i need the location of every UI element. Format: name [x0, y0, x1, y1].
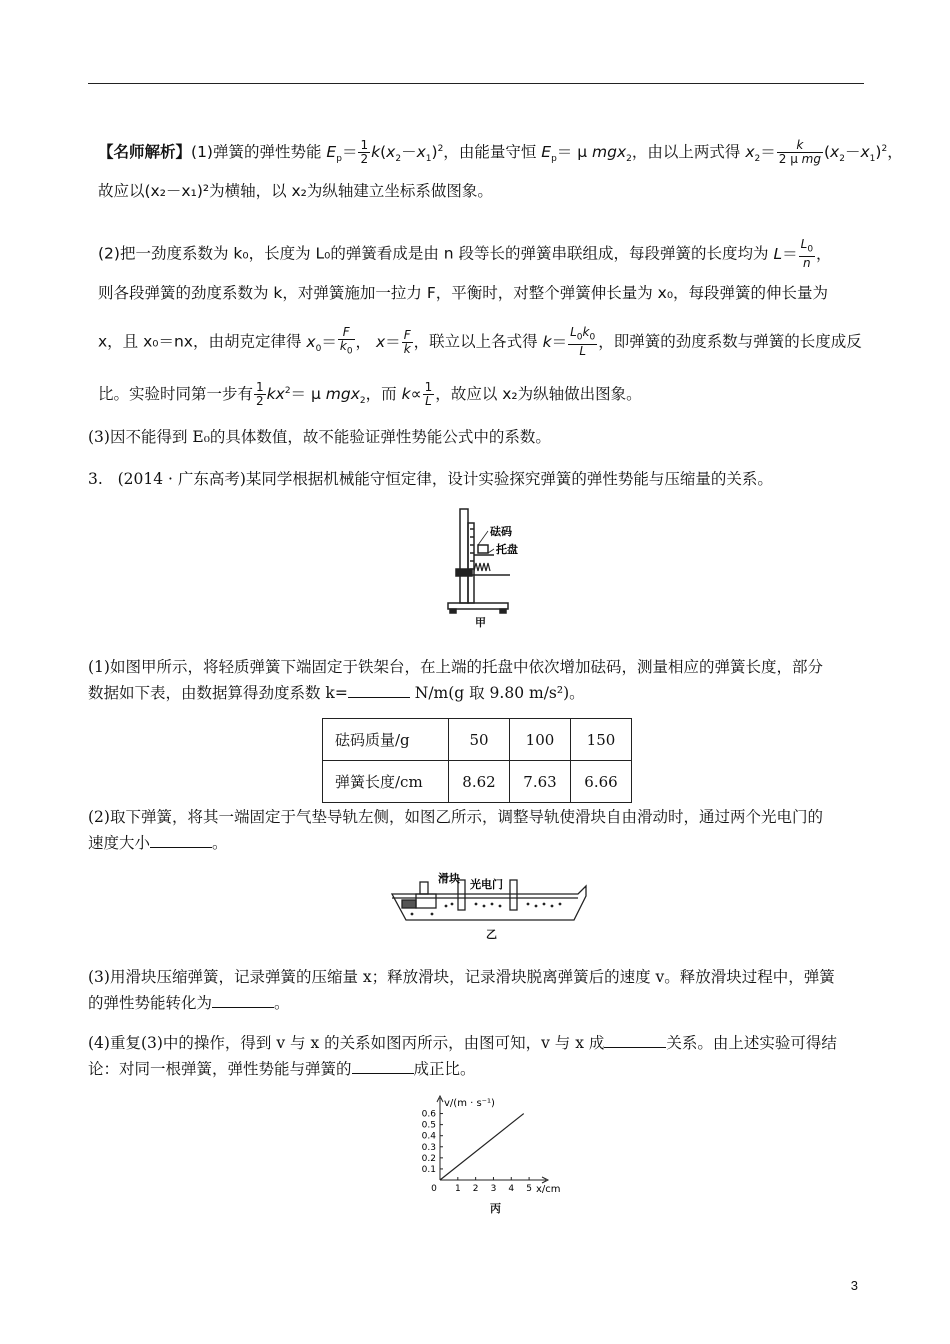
table-row — [323, 719, 632, 761]
formula-L: L＝ $\frac{L_0}{n}$ ， — [773, 237, 832, 271]
analysis-line-4: 则各段弹簧的劲度系数为 k，对弹簧施加一拉力 F，平衡时，对整个弹簧伸长量为 x₀，每段弹簧的伸长量为 — [98, 284, 829, 302]
page-number: 3 — [850, 1278, 858, 1293]
analysis-line-6: 比。实验时同第一步有 $\frac{1}{2}$ $kx^2= \mu$ mgx$_2$，而 k∝ $\frac{1}{L}$ ，故应以 x₂为纵轴做出图象。 — [98, 380, 642, 409]
caption-yi: 乙 — [486, 928, 497, 941]
blank-k[interactable] — [348, 683, 410, 698]
chart-x-tick-label: 0 — [431, 1184, 437, 1194]
q2-line-1: (2)取下弹簧，将其一端固定于气垫导轨左侧，如图乙所示，调整导轨使滑块自由滑动时，通过两个光电门的 — [88, 808, 823, 826]
table-cell: 砝码质量/g — [323, 719, 449, 761]
chart-x-tick-label: 3 — [490, 1184, 497, 1194]
table-cell: 50 — [449, 719, 510, 761]
formula-energy-2: $\frac{1}{2}$ $kx^2= \mu$ mgx$_2$， — [256, 380, 382, 409]
q1-line-2: 数据如下表，由数据算得劲度系数 k= N/m(g 取 9.80 m/s²)。 — [88, 684, 585, 702]
chart-y-tick-label: 0.6 — [421, 1109, 436, 1120]
formula-energy: $E_p= \mu$ mgx$_2$， — [541, 143, 648, 165]
chart-y-tick-label: 0.1 — [421, 1164, 436, 1175]
chart-x-tick-label: 2 — [472, 1184, 479, 1194]
chart-x-tick-label: 4 — [508, 1184, 515, 1194]
table-cell: 150 — [571, 719, 632, 761]
formula-hooke: $x_0=$ $\frac{F}{k_0}$ ， x＝ $\frac{F}{k}$ ， — [306, 325, 430, 357]
chart-y-tick-label: 0.3 — [421, 1142, 436, 1153]
q3-line-1: (3)用滑块压缩弹簧，记录弹簧的压缩量 x；释放滑块，记录滑块脱离弹簧后的速度 v。释放滑块过程中，弹簧 — [88, 968, 835, 986]
q2-line-2: 速度大小 。 — [88, 834, 228, 852]
figure-jia — [430, 505, 550, 625]
blank-quantity[interactable] — [352, 1059, 414, 1074]
caption-bing: 丙 — [490, 1202, 501, 1215]
chart-xlabel: x/cm — [536, 1184, 561, 1195]
analysis-line-2: 故应以(x₂－x₁)²为横轴，以 x₂为纵轴建立坐标系做图象。 — [98, 182, 493, 200]
chart-series-line — [440, 1114, 524, 1180]
blank-speed[interactable] — [150, 833, 212, 848]
chart-y-tick-label: 0.2 — [421, 1153, 436, 1164]
figure-yi — [388, 872, 598, 930]
chart-x-tick-label: 5 — [526, 1184, 532, 1194]
figure-bing-chart — [410, 1094, 580, 1200]
analysis-line-1: 【名师解析】(1)弹簧的弹性势能 $E_p=$ $\frac{1}{2}$ $k(x_2-x_1)^2$，由能量守恒 $E_p= \mu$ mgx$_2$，由以上两式得 $x_2=$ $\frac{k}{\text{2 μ mg}}$ $(x_2-x_1)^2$， — [98, 138, 903, 167]
question-stem: 3. (2014 · 广东高考)某同学根据机械能守恒定律，设计实验探究弹簧的弹性势能与压缩量的关系。 — [88, 470, 773, 488]
blank-energy[interactable] — [212, 993, 274, 1008]
table-cell: 8.62 — [449, 761, 510, 803]
analysis-line-3: (2)把一劲度系数为 k₀，长度为 L₀的弹簧看成是由 n 段等长的弹簧串联组成，每段弹簧的长度均为 L＝ $\frac{L_0}{n}$ ， — [98, 237, 832, 271]
caption-jia: 甲 — [475, 616, 486, 629]
q3-line-2: 的弹性势能转化为 。 — [88, 994, 290, 1012]
chart-y-tick-label: 0.5 — [421, 1120, 436, 1131]
q4-line-1: (4)重复(3)中的操作，得到 v 与 x 的关系如图丙所示，由图可知，v 与 x 成 关系。由上述实验可得结 — [88, 1034, 837, 1052]
header-rule — [88, 83, 864, 84]
blank-relation[interactable] — [604, 1033, 666, 1048]
formula-proportional: k∝ $\frac{1}{L}$ ， — [401, 380, 451, 409]
table-row — [323, 761, 632, 803]
chart-x-tick-label: 1 — [454, 1184, 461, 1194]
label-weight: 砝码 — [490, 525, 512, 538]
table-cell: 弹簧长度/cm — [323, 761, 449, 803]
q1-line-1: (1)如图甲所示，将轻质弹簧下端固定于铁架台，在上端的托盘中依次增加砝码，测量相应的弹簧长度，部分 — [88, 658, 823, 676]
label-tray: 托盘 — [496, 543, 518, 556]
formula-x2: $x_2=$ $\frac{k}{\text{2 μ mg}}$ $(x_2-x_1)^2$， — [745, 138, 903, 167]
formula-k: k＝ $\frac{L_0k_0}{L}$ ， — [542, 325, 614, 359]
data-table — [322, 718, 632, 803]
analysis-line-7: (3)因不能得到 E₀的具体数值，故不能验证弹性势能公式中的系数。 — [88, 428, 551, 446]
table-cell: 100 — [510, 719, 571, 761]
table-cell: 6.66 — [571, 761, 632, 803]
formula-ep: $E_p=$ $\frac{1}{2}$ $k(x_2-x_1)^2$， — [326, 138, 459, 167]
label-photogate: 光电门 — [470, 878, 503, 891]
label-slider: 滑块 — [438, 872, 460, 885]
table-cell: 7.63 — [510, 761, 571, 803]
q4-line-2: 论：对同一根弹簧，弹性势能与弹簧的 成正比。 — [88, 1060, 476, 1078]
analysis-line-5: x，且 x₀＝nx，由胡克定律得 $x_0=$ $\frac{F}{k_0}$ ， x＝ $\frac{F}{k}$ ，联立以上各式得 k＝ $\frac{L_0k_0}{L}$ ，即弹簧的劲度系数与弹簧的长度成反 — [98, 325, 862, 359]
chart-y-tick-label: 0.4 — [421, 1131, 436, 1142]
chart-ylabel: v/(m · s⁻¹) — [444, 1098, 495, 1109]
